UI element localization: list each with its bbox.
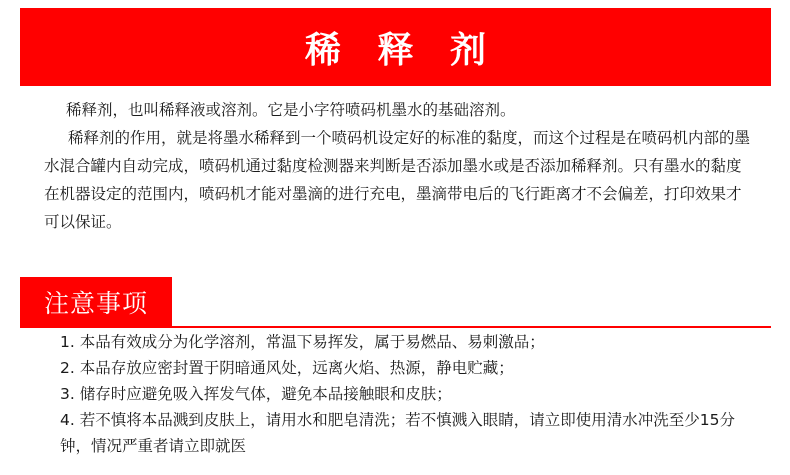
notice-heading: 注意事项 — [43, 289, 148, 318]
page-title: 稀 释 剂 — [304, 29, 499, 71]
notice-item-1: 1. 本品有效成分为化学溶剂，常温下易挥发，属于易燃品、易刺激品； — [60, 333, 545, 351]
notice-divider — [20, 326, 771, 328]
intro-section — [44, 96, 756, 236]
notice-item-4: 4. 若不慎将本品溅到皮肤上，请用水和肥皂清洗；若不慎溅入眼睛，请立即使用清水冲洗至少15分钟，情况严重者请立即就医 — [60, 411, 735, 455]
notice-heading-tag — [20, 277, 172, 327]
notice-item-3: 3. 储存时应避免吸入挥发气体，避免本品接触眼和皮肤； — [60, 385, 452, 403]
notice-item-2: 2. 本品存放应密封置于阴暗通风处，远离火焰、热源，静电贮藏； — [60, 359, 514, 377]
title-banner — [20, 8, 771, 86]
notice-list — [60, 329, 760, 459]
intro-paragraph-1: 稀释剂，也叫稀释液或溶剂。它是小字符喷码机墨水的基础溶剂。 — [66, 101, 516, 119]
intro-paragraph-2: 稀释剂的作用，就是将墨水稀释到一个喷码机设定好的标准的黏度，而这个过程是在喷码机内部的墨水混合罐内自动完成，喷码机通过黏度检测器来判断是否添加墨水或是否添加稀释剂。只有墨水的黏度在机器设定的范围内，喷码机才能对墨滴的进行充电，墨滴带电后的飞行距离才不会偏差，打印效果才可以保证。 — [44, 129, 751, 231]
